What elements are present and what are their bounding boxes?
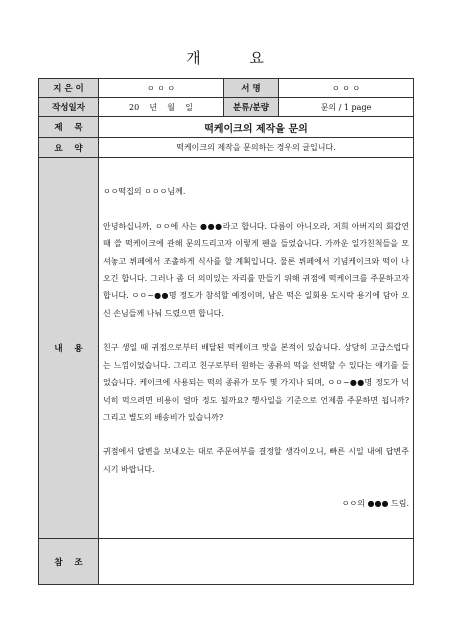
signature-value: ㅇ ㅇ ㅇ <box>279 79 414 98</box>
author-label: 지 은 이 <box>39 79 99 98</box>
category-value: 문의 / 1 page <box>279 98 414 117</box>
row-subject <box>39 117 414 138</box>
row-content <box>39 158 414 539</box>
date-label: 작성일자 <box>39 98 99 117</box>
summary-value: 떡케이크의 제작을 문의하는 경우의 글입니다. <box>99 138 414 158</box>
document-title: 개 요 <box>186 49 286 67</box>
row-author <box>39 79 414 98</box>
summary-label: 요 약 <box>39 138 99 158</box>
author-value: ㅇ ㅇ ㅇ <box>99 79 224 98</box>
letter-closing: ㅇㅇ의 ●●● 드림. <box>341 499 409 509</box>
row-reference <box>39 539 414 585</box>
letter-paragraph-3: 귀점에서 답변을 보내오는 대로 주문여부를 결정할 생각이오니, 빠른 시일 내에 답변주시기 바랍니다. <box>103 447 409 474</box>
row-summary <box>39 138 414 158</box>
row-date <box>39 98 414 117</box>
letter-greeting: ㅇㅇ떡집의 ㅇㅇㅇ님께. <box>103 187 186 197</box>
signature-label: 서 명 <box>224 79 279 98</box>
date-value: 20 년 월 일 <box>99 98 224 117</box>
letter-paragraph-1: 안녕하십니까, ㅇㅇ에 사는 ●●●라고 합니다. 다름이 아니오라, 저희 아버지의 회갑연 때 쓸 떡케이크에 관해 문의드리고자 이렇게 펜을 들었습니다. 가까운 일가친척들을 모셔놓고 뷔페에서 조촐하게 식사를 할 계획입니다. 물론 뷔페에서 기념케이크와 떡이 나오긴 합니다. 그러나 좀 더 의미있는 자리를 만들기 위해 귀점에 떡케이크를 주문하고자 합니다. ㅇㅇ~●●명 정도가 참석할 예정이며, 남은 떡은 일회용 도시락 용기에 담아 오신 손님들께 나눠 드렸으면 합니다. <box>103 221 409 318</box>
overview-form-table <box>38 78 414 585</box>
reference-label: 참 조 <box>39 539 99 585</box>
category-label: 분류/분량 <box>224 98 279 117</box>
subject-label: 제 목 <box>39 117 99 138</box>
reference-value <box>99 539 414 585</box>
letter-paragraph-2: 친구 생일 때 귀점으로부터 배달된 떡케이크 맛을 본적이 있습니다. 상당히 고급스럽다는 느낌이었습니다. 그리고 친구로부터 원하는 종류의 떡을 선택할 수 있다는 얘기를 들었습니다. 케이크에 사용되는 떡의 종류가 모두 몇 가지나 되며, ㅇㅇ~●●명 정도가 넉넉히 먹으려면 비용이 얼마 정도 될까요? 행사일을 기준으로 언제쯤 주문하면 됩니까? 그리고 별도의 배송비가 있습니까? <box>103 343 409 422</box>
content-label: 내 용 <box>39 158 99 539</box>
letter-body <box>99 158 414 539</box>
subject-value: 떡케이크의 제작을 문의 <box>99 117 414 138</box>
